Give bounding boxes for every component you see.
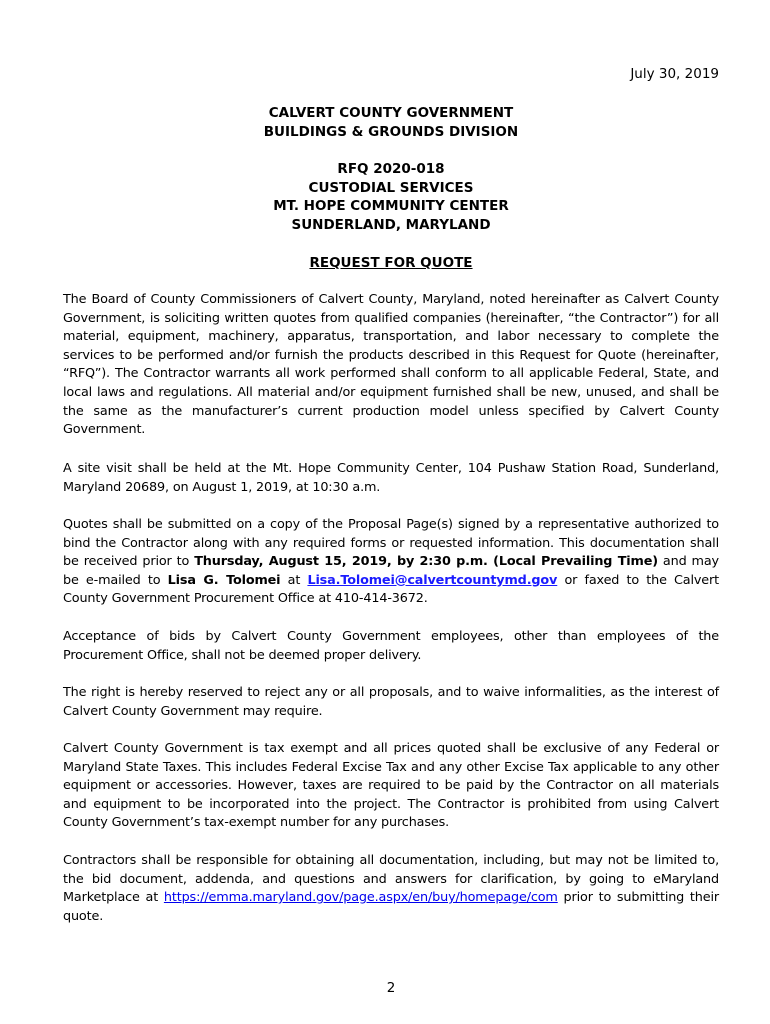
emma-marketplace-link[interactable]: https://emma.maryland.gov/page.aspx/en/buy/homepage/com [163,890,558,906]
submission-deadline: Thursday, August 15, 2019, by 2:30 p.m. (Local Prevailing Time) [194,554,658,570]
documentation-text-2: prior to submitting their quote. [63,890,719,924]
contact-name: Lisa G. Tolomei [167,572,281,588]
submission-text-1: Quotes shall be submitted on a copy of the Proposal Page(s) signed by a representative authorized to bind the Contractor along with any required forms or requested information. This documentation shall be received prior to [63,517,719,570]
document-page [63,0,719,1024]
tax-paragraph: Calvert County Government is tax exempt and all prices quoted shall be exclusive of any Federal or Maryland State Taxes. This includes Federal Excise Tax and any other Excise Tax applicable to any other equipment or accessories. However, taxes are required to be paid by the Contractor on all materials and equipment to be incorporated into the project. The Contractor is prohibited from using Calvert County Government’s tax-exempt number for any purchases. [63,741,719,831]
submission-paragraph [63,516,719,609]
site-visit-paragraph: A site visit shall be held at the Mt. Hope Community Center, 104 Pushaw Station Road, Sunderland, Maryland 20689, on August 1, 2019, at 10:30 a.m. [63,461,719,495]
rights-paragraph: The right is hereby reserved to reject any or all proposals, and to waive informalities, as the interest of Calvert County Government may require. [63,685,719,719]
document-date: July 30, 2019 [630,66,719,82]
division-name: BUILDINGS & GROUNDS DIVISION [263,123,519,140]
documentation-paragraph [63,852,719,926]
org-header [63,104,719,141]
acceptance-paragraph: Acceptance of bids by Calvert County Government employees, other than employees of the Procurement Office, shall not be deemed proper delivery. [63,629,719,663]
section-title: REQUEST FOR QUOTE [309,255,473,271]
submission-text-4: or faxed to the Calvert County Government Procurement Office at 410-414-3672. [63,572,720,607]
page-number: 2 [386,980,396,996]
rfq-number: RFQ 2020-018 [337,161,445,177]
submission-text-2: and may be e-mailed to [63,554,719,588]
org-name: CALVERT COUNTY GOVERNMENT [268,105,514,121]
intro-paragraph: The Board of County Commissioners of Calvert County, Maryland, noted hereinafter as Calvert County Government, is soliciting written quotes from qualified companies (hereinafter, “the Contractor”) for all material, equipment, machinery, apparatus, transportation, and labor necessary to complete the services to be performed and/or furnish the products described in this Request for Quote (hereinafter, “RFQ”). The Contractor warrants all work performed shall conform to all applicable Federal, State, and local laws and regulations. All material and/or equipment furnished shall be new, unused, and shall be the same as the manufacturer’s current production model unless specified by Calvert County Government. [63,292,719,438]
service-name: CUSTODIAL SERVICES [308,179,474,196]
submission-text-3: at [280,572,308,588]
contact-email-link[interactable]: Lisa.Tolomei@calvertcountymd.gov [307,572,558,588]
documentation-text-1: Contractors shall be responsible for obtaining all documentation, including, but may not be limited to, the bid document, addenda, and questions and answers for clarification, by going to eMaryland Marketplace at [63,853,719,906]
location-name: MT. HOPE COMMUNITY CENTER [273,198,509,214]
city-name: SUNDERLAND, MARYLAND [291,216,491,233]
rfq-header [63,160,719,234]
